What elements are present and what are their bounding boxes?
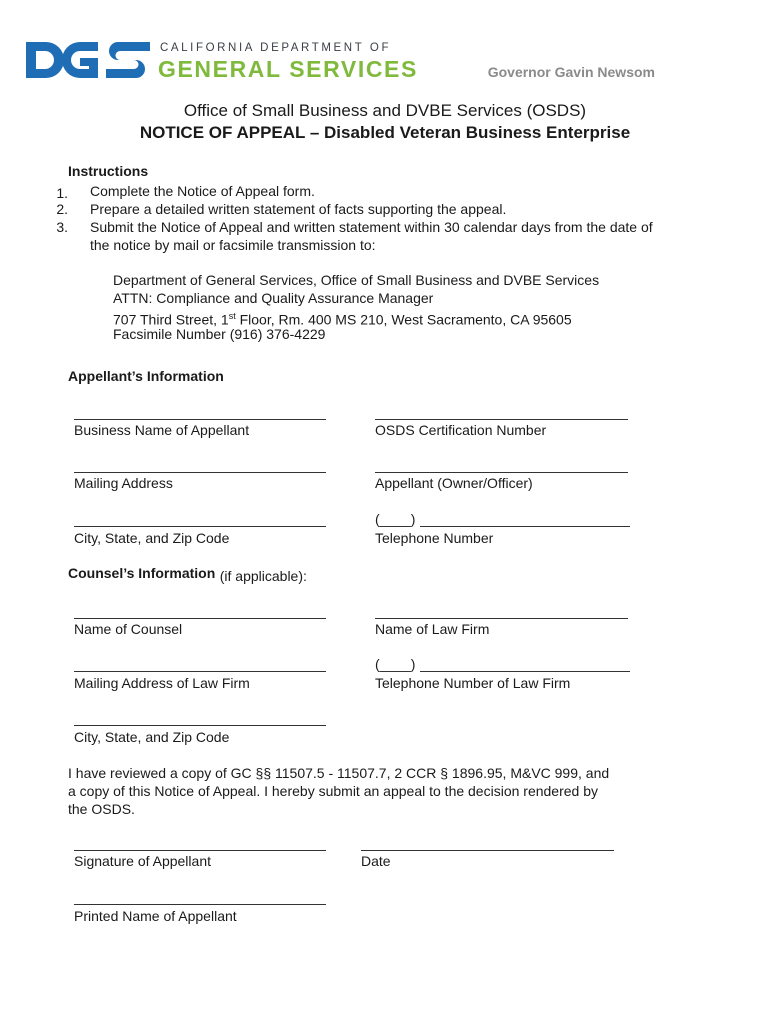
owner-officer-label: Appellant (Owner/Officer) — [375, 475, 533, 491]
counsel-name-label: Name of Counsel — [74, 621, 183, 637]
instruction-text: Complete the Notice of Appeal form. — [90, 183, 315, 199]
city-state-zip-label: City, State, and Zip Code — [74, 530, 230, 546]
owner-officer-field[interactable] — [375, 472, 628, 473]
address-line-3: 707 Third Street, 1st Floor, Rm. 400 MS 210, West Sacramento, CA 95605 — [113, 311, 572, 328]
business-name-field[interactable] — [74, 419, 326, 420]
law-firm-field[interactable] — [375, 618, 628, 619]
mailing-address-field[interactable] — [74, 472, 326, 473]
date-label: Date — [361, 853, 391, 869]
statement-line-3: the OSDS. — [68, 801, 135, 817]
governor-name: Governor Gavin Newsom — [487, 64, 655, 80]
office-title: Office of Small Business and DVBE Services (OSDS) — [183, 101, 587, 120]
mailing-address-label: Mailing Address — [74, 475, 173, 491]
law-firm-label: Name of Law Firm — [375, 621, 490, 637]
signature-label: Signature of Appellant — [74, 853, 211, 869]
law-firm-telephone-field[interactable] — [420, 671, 630, 672]
address-line-2: ATTN: Compliance and Quality Assurance Manager — [113, 290, 434, 306]
instruction-number: 1. — [56, 185, 68, 201]
signature-field[interactable] — [74, 850, 326, 851]
area-code-field[interactable]: (____) — [375, 511, 416, 527]
dept-name-bottom: GENERAL SERVICES — [158, 56, 418, 82]
dept-name-top: CALIFORNIA DEPARTMENT OF — [160, 42, 392, 54]
date-field[interactable] — [361, 850, 614, 851]
address-line-4: Facsimile Number (916) 376-4229 — [113, 326, 326, 342]
dgs-logo — [24, 38, 418, 84]
telephone-label: Telephone Number — [375, 530, 494, 546]
business-name-label: Business Name of Appellant — [74, 422, 250, 438]
law-firm-city-field[interactable] — [74, 725, 326, 726]
statement-line-2: a copy of this Notice of Appeal. I hereby submit an appeal to the decision rendered by — [68, 783, 598, 799]
city-state-zip-field[interactable] — [74, 526, 326, 527]
telephone-field[interactable] — [420, 526, 630, 527]
instructions-heading: Instructions — [68, 163, 149, 179]
osds-cert-label: OSDS Certification Number — [375, 422, 547, 438]
law-firm-area-code-field[interactable]: (____) — [375, 656, 416, 672]
law-firm-address-label: Mailing Address of Law Firm — [74, 675, 250, 691]
law-firm-telephone-label: Telephone Number of Law Firm — [375, 675, 571, 691]
law-firm-city-label: City, State, and Zip Code — [74, 729, 230, 745]
instruction-text: Prepare a detailed written statement of facts supporting the appeal. — [90, 201, 507, 217]
law-firm-address-field[interactable] — [74, 671, 326, 672]
counsel-heading: Counsel’s Information (if applicable): — [68, 565, 307, 584]
printed-name-label: Printed Name of Appellant — [74, 908, 237, 924]
appellant-heading: Appellant’s Information — [68, 368, 224, 384]
statement-line-1: I have reviewed a copy of GC §§ 11507.5 - 11507.7, 2 CCR § 1896.95, M&VC 999, and — [68, 765, 610, 781]
instruction-number: 2. — [56, 201, 68, 217]
instruction-text-continued: the notice by mail or facsimile transmission to: — [90, 237, 376, 253]
instruction-number: 3. — [56, 219, 68, 235]
instruction-text: Submit the Notice of Appeal and written statement within 30 calendar days from the date of — [90, 219, 653, 235]
dgs-logo-mark — [24, 40, 152, 80]
notice-title: NOTICE OF APPEAL – Disabled Veteran Business Enterprise — [139, 123, 631, 142]
osds-cert-field[interactable] — [375, 419, 628, 420]
address-line-1: Department of General Services, Office of Small Business and DVBE Services — [113, 272, 600, 288]
printed-name-field[interactable] — [74, 904, 326, 905]
counsel-name-field[interactable] — [74, 618, 326, 619]
